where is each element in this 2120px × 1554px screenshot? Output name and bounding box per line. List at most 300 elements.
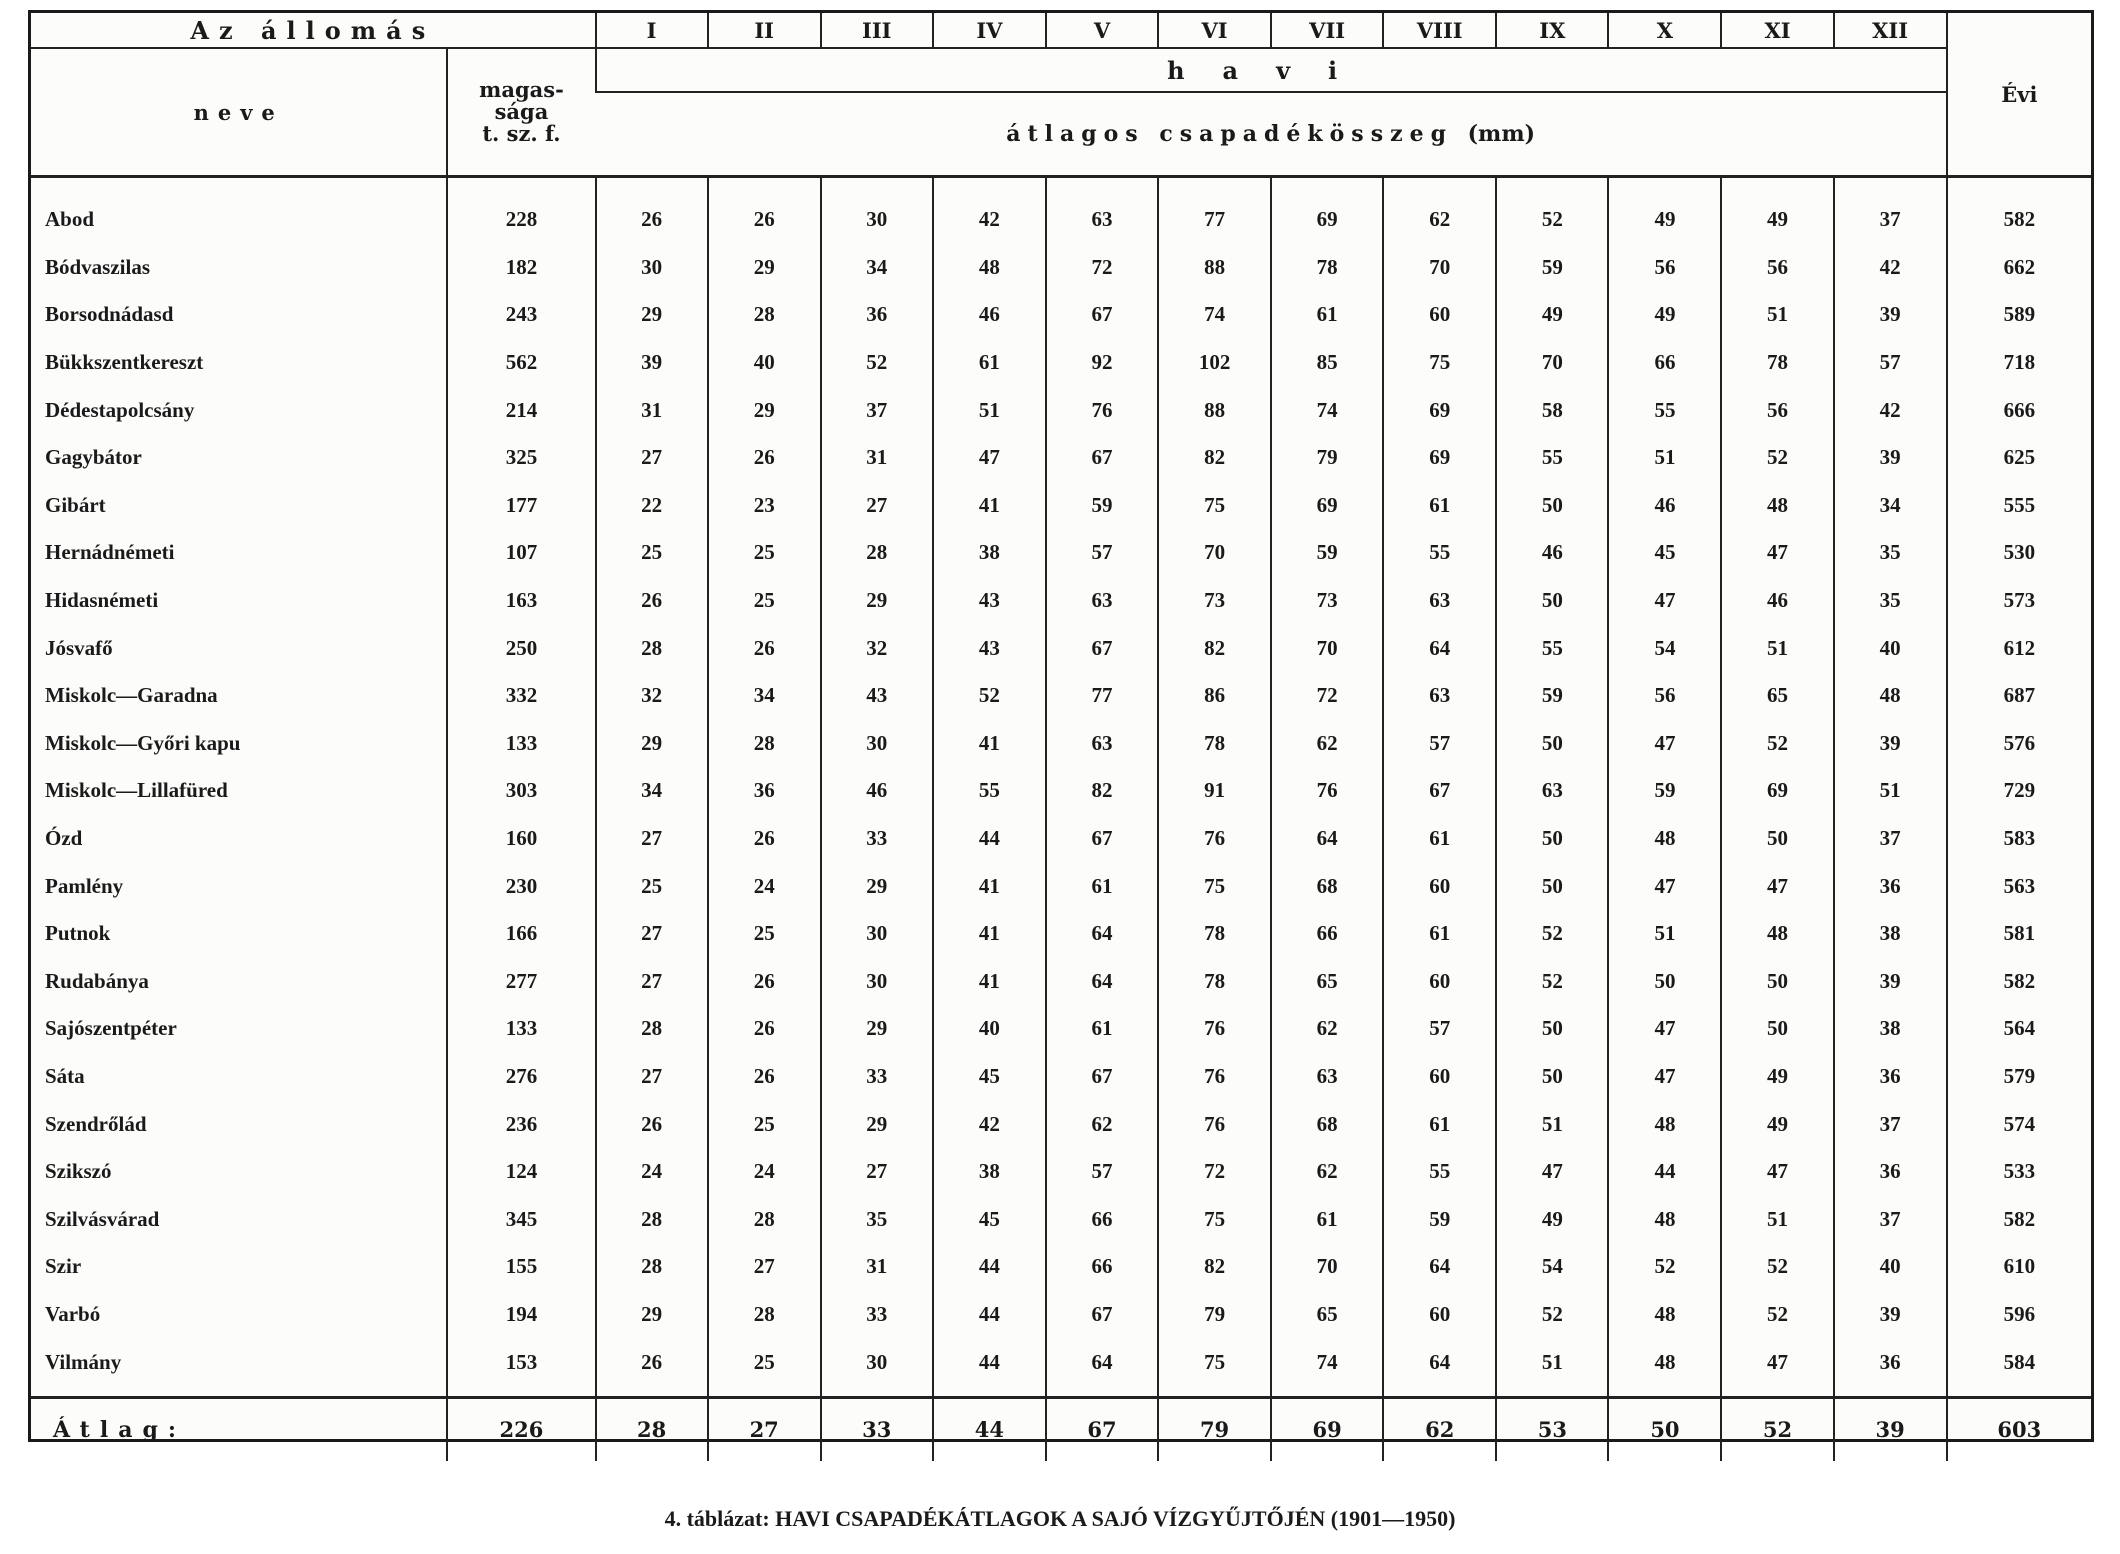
monthly-value: 39 <box>1834 291 1947 339</box>
monthly-value: 57 <box>1046 1148 1158 1196</box>
station-elevation: 177 <box>447 482 595 530</box>
monthly-value: 36 <box>708 767 821 815</box>
monthly-value: 50 <box>1496 1053 1608 1101</box>
monthly-value: 57 <box>1046 529 1158 577</box>
monthly-value: 48 <box>933 244 1046 292</box>
monthly-value: 25 <box>708 577 821 625</box>
monthly-value: 82 <box>1158 434 1271 482</box>
month-header: XII <box>1834 13 1947 48</box>
station-elevation: 243 <box>447 291 595 339</box>
monthly-value: 25 <box>596 862 708 910</box>
monthly-value: 67 <box>1046 434 1158 482</box>
station-elevation: 345 <box>447 1195 595 1243</box>
monthly-value: 31 <box>821 1243 933 1291</box>
station-elevation: 107 <box>447 529 595 577</box>
monthly-value: 50 <box>1496 862 1608 910</box>
table-row <box>31 1148 2091 1196</box>
monthly-value: 55 <box>1383 1148 1496 1196</box>
annual-value: 579 <box>1947 1053 2091 1101</box>
monthly-value: 51 <box>1608 434 1721 482</box>
monthly-value: 60 <box>1383 958 1496 1006</box>
monthly-value: 33 <box>821 815 933 863</box>
monthly-value: 24 <box>596 1148 708 1196</box>
table-row <box>31 577 2091 625</box>
monthly-value: 78 <box>1721 339 1833 387</box>
monthly-value: 88 <box>1158 244 1271 292</box>
monthly-value: 41 <box>933 910 1046 958</box>
monthly-value: 57 <box>1834 339 1947 387</box>
monthly-value: 40 <box>1834 624 1947 672</box>
monthly-value: 86 <box>1158 672 1271 720</box>
monthly-value: 37 <box>1834 1100 1947 1148</box>
monthly-value: 44 <box>933 815 1046 863</box>
monthly-value: 61 <box>1383 1100 1496 1148</box>
monthly-value: 47 <box>1721 1338 1833 1397</box>
monthly-value: 30 <box>821 720 933 768</box>
monthly-value: 22 <box>596 482 708 530</box>
monthly-value: 56 <box>1721 386 1833 434</box>
monthly-value: 41 <box>933 482 1046 530</box>
monthly-value: 52 <box>1496 1291 1608 1339</box>
monthly-value: 34 <box>821 244 933 292</box>
station-name: Sáta <box>45 1063 85 1088</box>
monthly-value: 73 <box>1271 577 1383 625</box>
monthly-value: 79 <box>1271 434 1383 482</box>
monthly-value: 27 <box>596 958 708 1006</box>
monthly-value: 46 <box>1496 529 1608 577</box>
station-name: Miskolc—Lillafüred <box>45 778 228 803</box>
monthly-value: 67 <box>1046 291 1158 339</box>
monthly-value: 54 <box>1608 624 1721 672</box>
monthly-value: 26 <box>708 1005 821 1053</box>
annual-value: 666 <box>1947 386 2091 434</box>
month-header: III <box>821 13 933 48</box>
monthly-value: 68 <box>1271 1100 1383 1148</box>
monthly-value: 66 <box>1046 1243 1158 1291</box>
monthly-value: 26 <box>596 177 708 244</box>
monthly-value: 37 <box>1834 815 1947 863</box>
monthly-value: 48 <box>1608 1291 1721 1339</box>
monthly-value: 92 <box>1046 339 1158 387</box>
station-name: Pamlény <box>45 873 124 898</box>
annual-value: 576 <box>1947 720 2091 768</box>
monthly-value: 70 <box>1496 339 1608 387</box>
average-precipitation-label: átlagos csapadékösszeg <box>1006 121 1453 147</box>
monthly-value: 63 <box>1046 177 1158 244</box>
monthly-value: 75 <box>1158 1195 1271 1243</box>
monthly-value: 49 <box>1608 177 1721 244</box>
monthly-value: 61 <box>1271 291 1383 339</box>
monthly-value: 70 <box>1383 244 1496 292</box>
table-row <box>31 529 2091 577</box>
monthly-value: 62 <box>1046 1100 1158 1148</box>
monthly-value: 65 <box>1721 672 1833 720</box>
monthly-value: 40 <box>933 1005 1046 1053</box>
monthly-value: 29 <box>596 291 708 339</box>
annual-value: 533 <box>1947 1148 2091 1196</box>
month-header: XI <box>1721 13 1833 48</box>
table-row <box>31 482 2091 530</box>
annual-value: 574 <box>1947 1100 2091 1148</box>
table-row <box>31 1053 2091 1101</box>
monthly-value: 73 <box>1158 577 1271 625</box>
monthly-value: 49 <box>1496 1195 1608 1243</box>
month-header: VI <box>1158 13 1271 48</box>
monthly-value: 39 <box>1834 1291 1947 1339</box>
monthly-value: 55 <box>1496 624 1608 672</box>
monthly-value: 47 <box>1721 529 1833 577</box>
monthly-value: 75 <box>1158 1338 1271 1397</box>
table-row <box>31 434 2091 482</box>
monthly-value: 52 <box>1496 910 1608 958</box>
monthly-value: 27 <box>821 482 933 530</box>
monthly-value: 26 <box>708 815 821 863</box>
monthly-value: 56 <box>1608 672 1721 720</box>
annual-value: 625 <box>1947 434 2091 482</box>
monthly-value: 60 <box>1383 1291 1496 1339</box>
monthly-value: 27 <box>708 1243 821 1291</box>
monthly-value: 38 <box>1834 1005 1947 1053</box>
monthly-value: 26 <box>596 577 708 625</box>
station-elevation: 133 <box>447 1005 595 1053</box>
monthly-value: 64 <box>1046 958 1158 1006</box>
month-header: VIII <box>1383 13 1496 48</box>
monthly-value: 36 <box>1834 862 1947 910</box>
annual-value: 583 <box>1947 815 2091 863</box>
annual-value: 589 <box>1947 291 2091 339</box>
monthly-value: 66 <box>1046 1195 1158 1243</box>
average-month-value: 50 <box>1608 1397 1721 1461</box>
monthly-value: 25 <box>708 1338 821 1397</box>
monthly-value: 49 <box>1721 177 1833 244</box>
monthly-value: 62 <box>1271 1148 1383 1196</box>
monthly-value: 51 <box>1834 767 1947 815</box>
average-month-value: 79 <box>1158 1397 1271 1461</box>
monthly-value: 29 <box>821 577 933 625</box>
monthly-value: 28 <box>708 1291 821 1339</box>
caption-title: HAVI CSAPADÉKÁTLAGOK A SAJÓ VÍZGYŰJTŐJÉN <box>775 1506 1326 1531</box>
monthly-value: 50 <box>1721 815 1833 863</box>
annual-value: 610 <box>1947 1243 2091 1291</box>
annual-header: Évi <box>1947 13 2091 177</box>
monthly-value: 49 <box>1608 291 1721 339</box>
table-row <box>31 624 2091 672</box>
monthly-value: 43 <box>933 624 1046 672</box>
monthly-value: 66 <box>1271 910 1383 958</box>
average-label: Átlag: <box>31 1397 447 1461</box>
table-caption <box>0 1506 2120 1532</box>
table-row <box>31 339 2091 387</box>
average-month-value: 39 <box>1834 1397 1947 1461</box>
caption-prefix: 4. táblázat: <box>664 1506 770 1531</box>
station-name: Miskolc—Győri kapu <box>45 730 241 755</box>
monthly-value: 51 <box>933 386 1046 434</box>
station-name: Sajószentpéter <box>45 1016 177 1041</box>
monthly-value: 42 <box>933 177 1046 244</box>
monthly-value: 26 <box>708 177 821 244</box>
table-row <box>31 1338 2091 1397</box>
monthly-value: 50 <box>1496 577 1608 625</box>
station-elevation: 160 <box>447 815 595 863</box>
station-elevation: 166 <box>447 910 595 958</box>
monthly-value: 36 <box>1834 1338 1947 1397</box>
monthly-value: 77 <box>1046 672 1158 720</box>
monthly-value: 28 <box>596 624 708 672</box>
station-elevation: 214 <box>447 386 595 434</box>
annual-value: 581 <box>1947 910 2091 958</box>
monthly-value: 76 <box>1158 1100 1271 1148</box>
table-row <box>31 815 2091 863</box>
table-row <box>31 244 2091 292</box>
monthly-value: 47 <box>1496 1148 1608 1196</box>
station-name: Putnok <box>45 921 111 946</box>
monthly-value: 48 <box>1608 815 1721 863</box>
station-name: Dédestapolcsány <box>45 397 195 422</box>
month-header: IX <box>1496 13 1608 48</box>
monthly-value: 32 <box>596 672 708 720</box>
station-name: Bükkszentkereszt <box>45 350 204 375</box>
monthly-value: 78 <box>1158 720 1271 768</box>
annual-value: 563 <box>1947 862 2091 910</box>
monthly-value: 42 <box>1834 244 1947 292</box>
monthly-value: 38 <box>933 1148 1046 1196</box>
station-name: Hidasnémeti <box>45 588 159 613</box>
monthly-value: 44 <box>1608 1148 1721 1196</box>
station-elevation: 228 <box>447 177 595 244</box>
monthly-value: 76 <box>1158 1005 1271 1053</box>
station-name: Miskolc—Garadna <box>45 683 218 708</box>
monthly-value: 64 <box>1383 1338 1496 1397</box>
monthly-value: 45 <box>933 1053 1046 1101</box>
monthly-value: 82 <box>1158 624 1271 672</box>
monthly-value: 39 <box>1834 958 1947 1006</box>
monthly-value: 30 <box>821 958 933 1006</box>
monthly-value: 47 <box>1608 577 1721 625</box>
monthly-value: 29 <box>596 1291 708 1339</box>
monthly-value: 58 <box>1496 386 1608 434</box>
monthly-value: 25 <box>708 1100 821 1148</box>
monthly-value: 55 <box>933 767 1046 815</box>
annual-value: 718 <box>1947 339 2091 387</box>
station-elevation: 163 <box>447 577 595 625</box>
monthly-value: 79 <box>1158 1291 1271 1339</box>
monthly-value: 49 <box>1496 291 1608 339</box>
monthly-value: 52 <box>1721 720 1833 768</box>
monthly-value: 75 <box>1158 482 1271 530</box>
monthly-value: 67 <box>1046 815 1158 863</box>
annual-value: 596 <box>1947 1291 2091 1339</box>
table-row <box>31 1243 2091 1291</box>
unit-label: (mm) <box>1467 121 1535 147</box>
monthly-value: 25 <box>708 529 821 577</box>
monthly-value: 27 <box>596 815 708 863</box>
monthly-value: 48 <box>1608 1195 1721 1243</box>
average-month-value: 69 <box>1271 1397 1383 1461</box>
monthly-value: 75 <box>1158 862 1271 910</box>
station-elevation: 562 <box>447 339 595 387</box>
monthly-value: 46 <box>821 767 933 815</box>
monthly-value: 51 <box>1721 624 1833 672</box>
monthly-value: 88 <box>1158 386 1271 434</box>
monthly-value: 26 <box>596 1338 708 1397</box>
station-name: Rudabánya <box>45 968 149 993</box>
monthly-value: 48 <box>1608 1338 1721 1397</box>
monthly-value: 63 <box>1496 767 1608 815</box>
monthly-value: 52 <box>1721 1243 1833 1291</box>
monthly-value: 64 <box>1046 1338 1158 1397</box>
monthly-value: 52 <box>933 672 1046 720</box>
monthly-value: 31 <box>596 386 708 434</box>
monthly-value: 44 <box>933 1338 1046 1397</box>
monthly-value: 34 <box>708 672 821 720</box>
monthly-value: 62 <box>1271 1005 1383 1053</box>
monthly-value: 49 <box>1721 1053 1833 1101</box>
monthly-value: 35 <box>821 1195 933 1243</box>
monthly-value: 34 <box>1834 482 1947 530</box>
monthly-value: 69 <box>1721 767 1833 815</box>
monthly-value: 61 <box>1383 482 1496 530</box>
monthly-value: 29 <box>821 1005 933 1053</box>
monthly-value: 50 <box>1496 815 1608 863</box>
monthly-value: 23 <box>708 482 821 530</box>
station-elevation: 250 <box>447 624 595 672</box>
monthly-value: 50 <box>1608 958 1721 1006</box>
monthly-value: 30 <box>821 177 933 244</box>
station-elevation: 277 <box>447 958 595 1006</box>
monthly-value: 63 <box>1383 577 1496 625</box>
monthly-value: 64 <box>1046 910 1158 958</box>
monthly-value: 61 <box>1383 815 1496 863</box>
monthly-value: 42 <box>933 1100 1046 1148</box>
average-month-value: 28 <box>596 1397 708 1461</box>
table-row <box>31 720 2091 768</box>
monthly-value: 82 <box>1046 767 1158 815</box>
monthly-value: 69 <box>1271 482 1383 530</box>
monthly-value: 30 <box>821 910 933 958</box>
monthly-value: 26 <box>708 1053 821 1101</box>
monthly-value: 38 <box>1834 910 1947 958</box>
monthly-value: 29 <box>821 862 933 910</box>
monthly-value: 76 <box>1158 1053 1271 1101</box>
monthly-value: 76 <box>1271 767 1383 815</box>
monthly-value: 48 <box>1834 672 1947 720</box>
monthly-value: 26 <box>708 624 821 672</box>
monthly-value: 74 <box>1271 1338 1383 1397</box>
monthly-value: 28 <box>596 1195 708 1243</box>
monthly-value: 32 <box>821 624 933 672</box>
monthly-value: 72 <box>1271 672 1383 720</box>
monthly-value: 44 <box>933 1291 1046 1339</box>
monthly-value: 29 <box>596 720 708 768</box>
monthly-value: 57 <box>1383 1005 1496 1053</box>
annual-value: 582 <box>1947 177 2091 244</box>
annual-value: 612 <box>1947 624 2091 672</box>
monthly-value: 28 <box>708 1195 821 1243</box>
average-month-value: 33 <box>821 1397 933 1461</box>
station-name: Szir <box>45 1254 82 1279</box>
monthly-value: 42 <box>1834 386 1947 434</box>
monthly-value: 30 <box>596 244 708 292</box>
annual-value: 729 <box>1947 767 2091 815</box>
table-row <box>31 1005 2091 1053</box>
precipitation-table <box>31 13 2091 1461</box>
monthly-value: 47 <box>1608 1053 1721 1101</box>
station-name: Szikszó <box>45 1159 112 1184</box>
monthly-value: 52 <box>1608 1243 1721 1291</box>
monthly-value: 27 <box>596 1053 708 1101</box>
table-row <box>31 672 2091 720</box>
monthly-value: 63 <box>1046 720 1158 768</box>
monthly-value: 55 <box>1383 529 1496 577</box>
monthly-value: 69 <box>1271 177 1383 244</box>
monthly-value: 29 <box>708 386 821 434</box>
station-elevation: 332 <box>447 672 595 720</box>
monthly-value: 64 <box>1383 1243 1496 1291</box>
monthly-value: 50 <box>1721 958 1833 1006</box>
station-elevation: 194 <box>447 1291 595 1339</box>
table-row <box>31 910 2091 958</box>
monthly-value: 48 <box>1608 1100 1721 1148</box>
monthly-value: 48 <box>1721 482 1833 530</box>
monthly-value: 78 <box>1158 910 1271 958</box>
monthly-value: 52 <box>1496 177 1608 244</box>
station-name: Hernádnémeti <box>45 540 175 565</box>
monthly-value: 25 <box>708 910 821 958</box>
monthly-value: 62 <box>1383 177 1496 244</box>
monthly-value: 67 <box>1383 767 1496 815</box>
monthly-value: 61 <box>1271 1195 1383 1243</box>
table-row <box>31 958 2091 1006</box>
monthly-value: 36 <box>1834 1053 1947 1101</box>
monthly-value: 61 <box>1046 1005 1158 1053</box>
monthly-value: 54 <box>1496 1243 1608 1291</box>
table-row <box>31 767 2091 815</box>
monthly-value: 64 <box>1383 624 1496 672</box>
station-name: Abod <box>45 207 95 232</box>
average-precipitation-header <box>596 92 1947 177</box>
monthly-value: 27 <box>821 1148 933 1196</box>
elevation-header <box>447 48 595 177</box>
station-name: Bódvaszilas <box>45 254 151 279</box>
station-name-header: neve <box>31 48 447 177</box>
monthly-value: 65 <box>1271 958 1383 1006</box>
monthly-value: 50 <box>1496 1005 1608 1053</box>
monthly-value: 55 <box>1496 434 1608 482</box>
table-row <box>31 1291 2091 1339</box>
monthly-value: 51 <box>1721 1195 1833 1243</box>
month-header: II <box>708 13 821 48</box>
station-name: Varbó <box>45 1301 101 1326</box>
monthly-value: 59 <box>1496 244 1608 292</box>
monthly-value: 60 <box>1383 291 1496 339</box>
monthly-value: 43 <box>933 577 1046 625</box>
station-elevation: 236 <box>447 1100 595 1148</box>
station-elevation: 153 <box>447 1338 595 1397</box>
monthly-value: 38 <box>933 529 1046 577</box>
monthly-value: 64 <box>1271 815 1383 863</box>
monthly-value: 67 <box>1046 1291 1158 1339</box>
station-rows <box>31 177 2091 1398</box>
annual-value: 582 <box>1947 958 2091 1006</box>
monthly-value: 35 <box>1834 577 1947 625</box>
monthly-value: 45 <box>1608 529 1721 577</box>
station-name: Ózd <box>45 826 83 851</box>
monthly-value: 30 <box>821 1338 933 1397</box>
monthly-value: 69 <box>1383 434 1496 482</box>
monthly-value: 56 <box>1721 244 1833 292</box>
monthly-value: 59 <box>1271 529 1383 577</box>
monthly-value: 47 <box>1608 720 1721 768</box>
